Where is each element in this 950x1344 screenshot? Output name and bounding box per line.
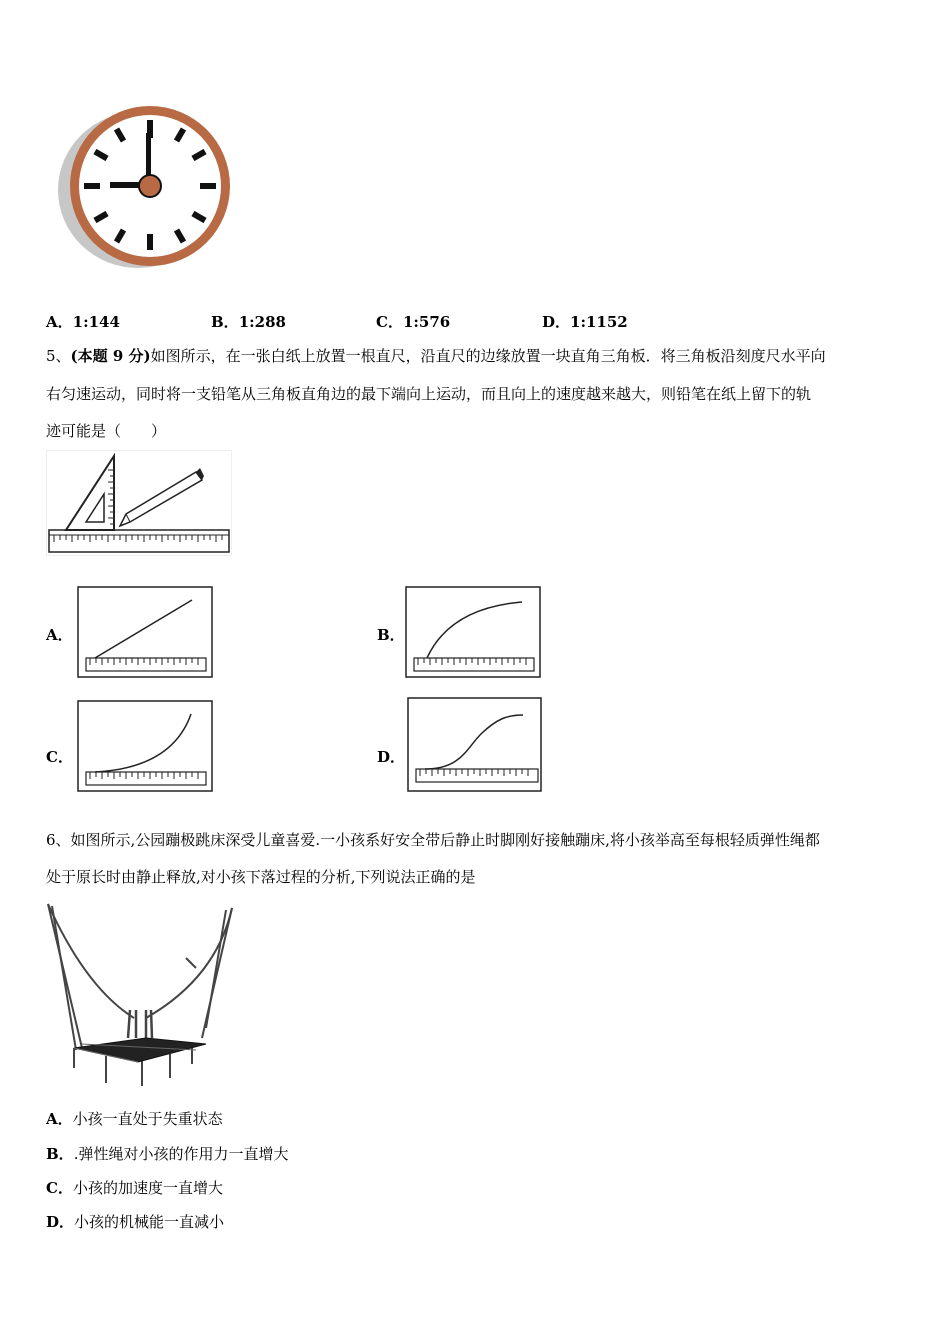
q5-score: (本题 9 分) (70, 347, 151, 365)
q4-option-b[interactable]: B．1:288 (211, 313, 286, 331)
q5-line-3: 迹可能是（ ） (46, 422, 167, 440)
q4-options (0, 311, 950, 331)
q5-option-a-label[interactable]: A． (46, 626, 73, 644)
q6-option-a[interactable]: A．小孩一直处于失重状态 (46, 1110, 223, 1128)
q5-number: 5、 (46, 347, 71, 365)
q6-option-c[interactable]: C．小孩的加速度一直增大 (46, 1179, 223, 1197)
q5-setup-figure (46, 450, 232, 556)
clock-figure (58, 98, 243, 278)
q6-trampoline-figure (46, 898, 238, 1092)
q5-option-d-label[interactable]: D． (377, 748, 406, 766)
q6-option-d[interactable]: D．小孩的机械能一直减小 (46, 1213, 225, 1231)
q5-option-b-graph[interactable] (405, 586, 543, 680)
q5-option-c-label[interactable]: C． (46, 748, 73, 766)
q6-line-1: 6、如图所示,公园蹦极跳床深受儿童喜爱.一小孩系好安全带后静止时脚刚好接触蹦床,将小孩举高至每根轻质弹性绳都 (46, 831, 820, 849)
q5-option-c-graph[interactable] (77, 700, 215, 794)
q5-option-a-graph[interactable] (77, 586, 215, 680)
q6-option-b[interactable]: B．.弹性绳对小孩的作用力一直增大 (46, 1145, 289, 1163)
q5-line-1: 5、(本题 9 分)如图所示，在一张白纸上放置一根直尺，沿直尺的边缘放置一块直角三角板．将三角板沿刻度尺水平向 (46, 347, 826, 365)
q4-option-a[interactable]: A．1:144 (46, 313, 120, 331)
q4-option-d[interactable]: D．1:1152 (542, 313, 628, 331)
q6-line-2: 处于原长时由静止释放,对小孩下落过程的分析,下列说法正确的是 (46, 868, 476, 886)
q4-option-c[interactable]: C．1:576 (376, 313, 451, 331)
q5-option-b-label[interactable]: B． (377, 626, 405, 644)
q5-option-d-graph[interactable] (407, 697, 543, 794)
q5-line-2: 右匀速运动，同时将一支铅笔从三角板直角边的最下端向上运动，而且向上的速度越来越大，则铅笔在纸上留下的轨 (46, 385, 812, 403)
